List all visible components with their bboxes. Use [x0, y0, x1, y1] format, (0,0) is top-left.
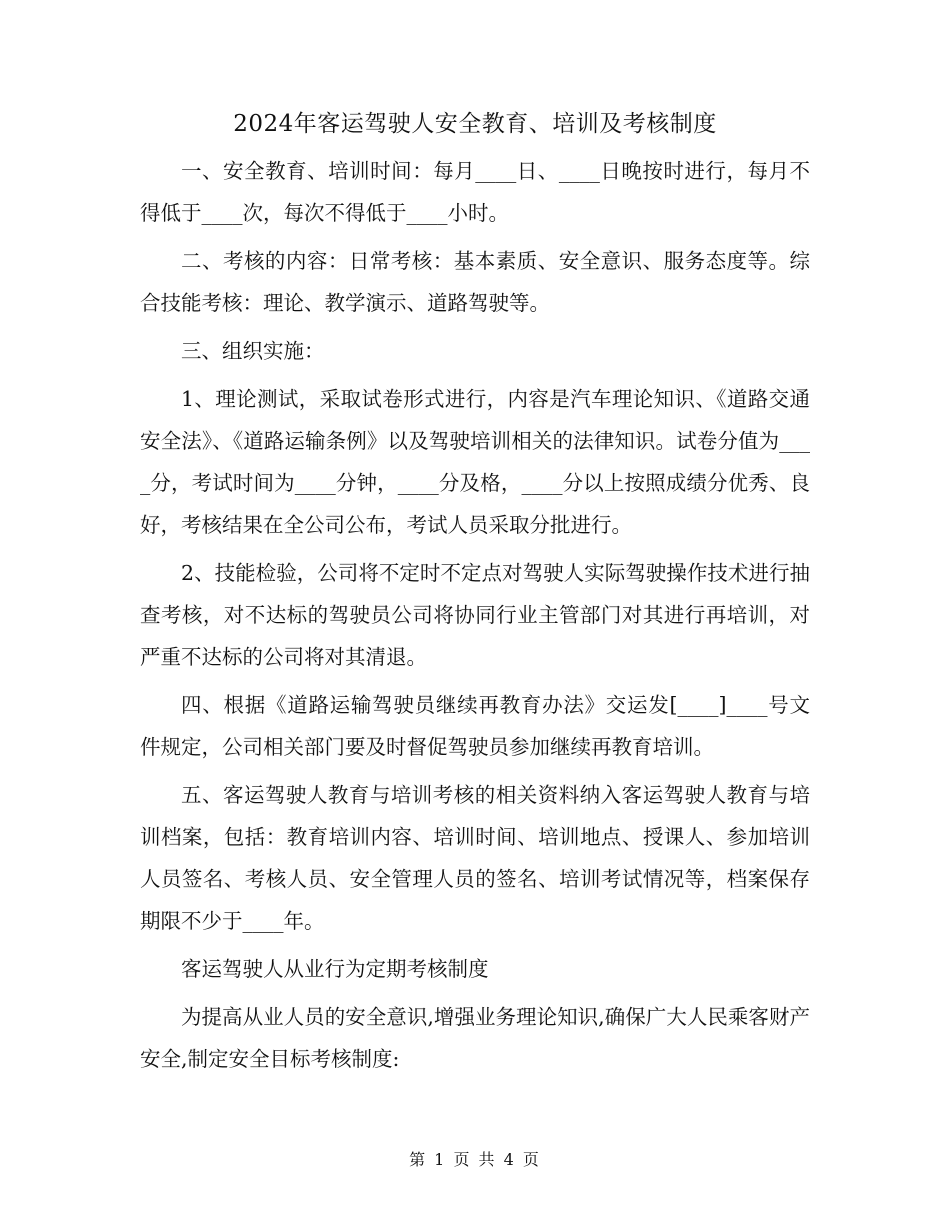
- paragraph-theory-test: 1、理论测试，采取试卷形式进行，内容是汽车理论知识、《道路交通安全法》、《道路运输条例》以及驾驶培训相关的法律知识。试卷分值为____分，考试时间为____分钟，____分及格，____分以上按照成绩分优秀、良好，考核结果在全公司公布，考试人员采取分批进行。: [140, 387, 810, 537]
- section-heading-conduct-assessment: 客运驾驶人从业行为定期考核制度: [181, 957, 489, 981]
- document-body: [140, 150, 810, 1086]
- paragraph-purpose: 为提高从业人员的安全意识,增强业务理论知识,确保广大人民乘客财产安全,制定安全目标考核制度:: [140, 1005, 810, 1071]
- paragraph-skill-check: 2、技能检验，公司将不定时不定点对驾驶人实际驾驶操作技术进行抽查考核，对不达标的驾驶员公司将协同行业主管部门对其进行再培训，对严重不达标的公司将对其清退。: [140, 561, 810, 669]
- paragraph-archives: 五、客运驾驶人教育与培训考核的相关资料纳入客运驾驶人教育与培训档案，包括：教育培训内容、培训时间、培训地点、授课人、参加培训人员签名、考核人员、安全管理人员的签名、培训考试情况等，档案保存期限不少于____年。: [140, 783, 810, 933]
- paragraph-continuing-education: 四、根据《道路运输驾驶员继续再教育办法》交运发[____]____号文件规定，公司相关部门要及时督促驾驶员参加继续再教育培训。: [140, 693, 810, 759]
- paragraph-organization-heading: 三、组织实施：: [181, 339, 325, 363]
- paragraph-assessment-content: 二、考核的内容：日常考核：基本素质、安全意识、服务态度等。综合技能考核：理论、教学演示、道路驾驶等。: [140, 249, 810, 315]
- page-number-footer: 第 1 页 共 4 页: [409, 1150, 541, 1169]
- document-title: 2024年客运驾驶人安全教育、培训及考核制度: [233, 111, 717, 137]
- paragraph-training-time: 一、安全教育、培训时间：每月____日、____日晚按时进行，每月不得低于____次，每次不得低于____小时。: [140, 159, 810, 225]
